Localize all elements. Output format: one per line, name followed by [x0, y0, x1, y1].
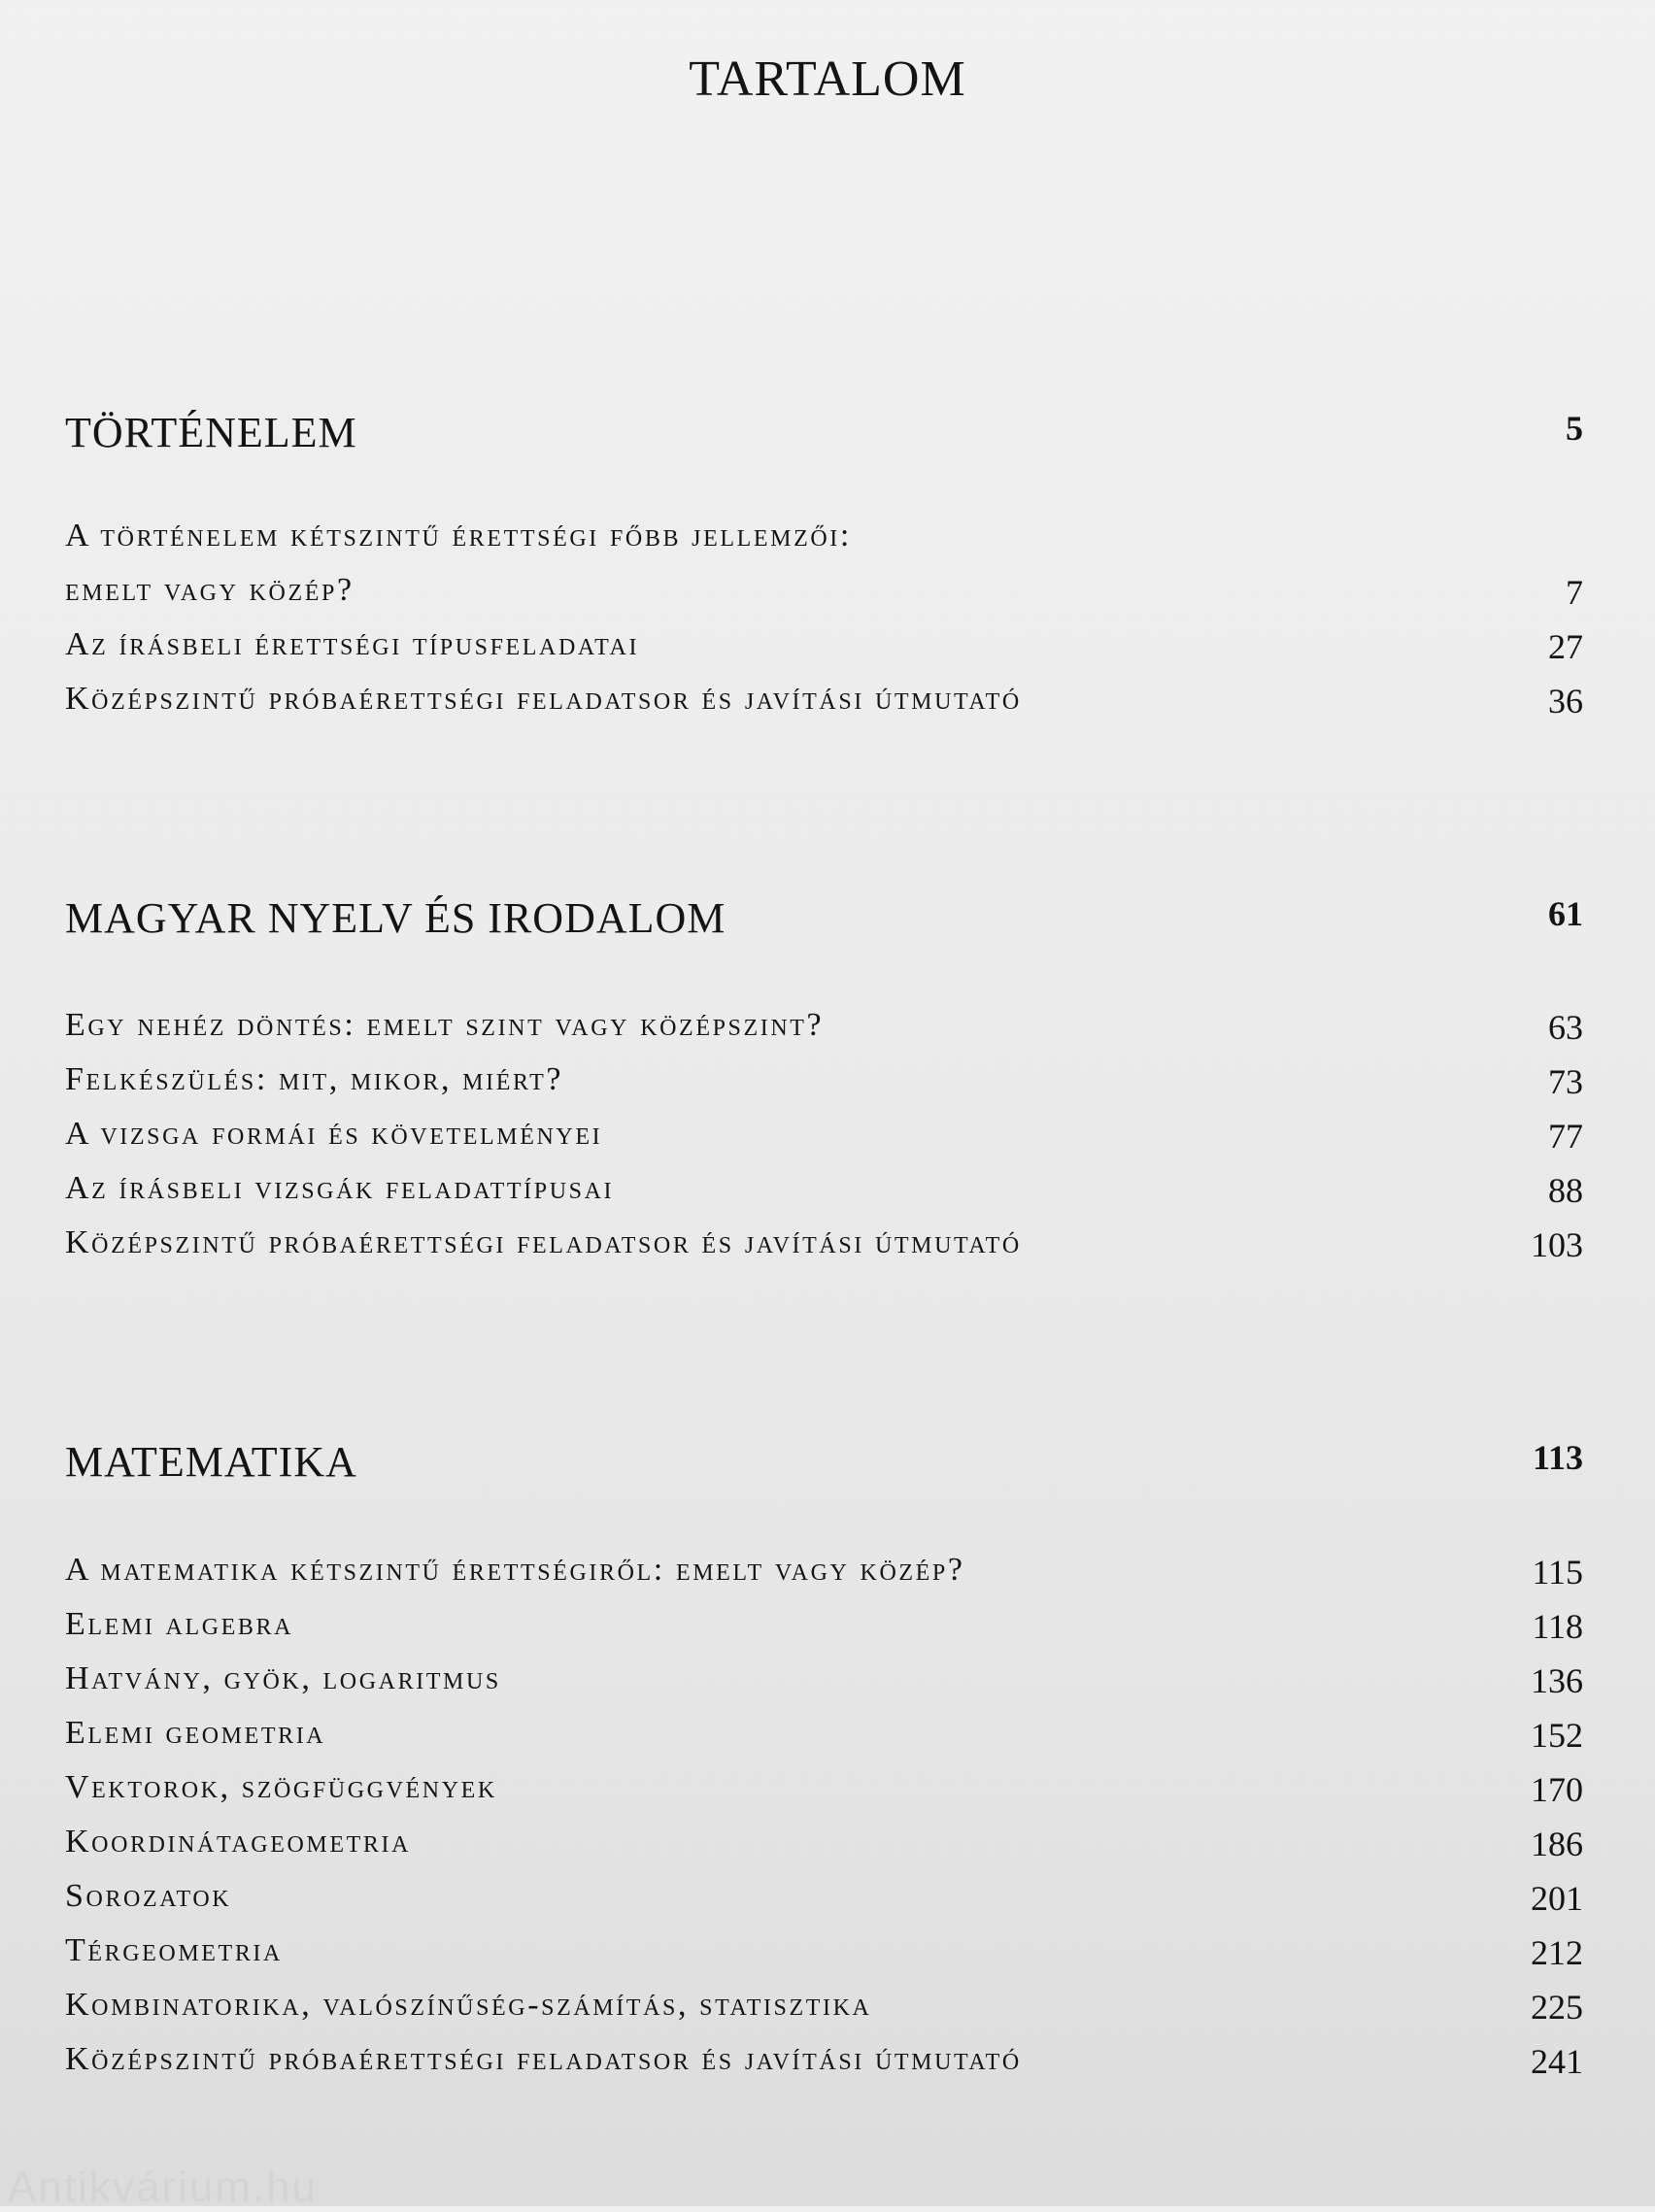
toc-entry-page: 103: [1531, 1225, 1583, 1264]
toc-entry: [0, 1061, 1655, 1116]
toc-entry-label: Az írásbeli érettségi típusfeladatai: [65, 626, 640, 662]
toc-entry: [0, 1606, 1655, 1660]
toc-entry: [0, 2041, 1655, 2095]
toc-entry-page: 152: [1531, 1716, 1583, 1755]
toc-entry-page: 77: [1548, 1117, 1583, 1156]
toc-entry-page: 36: [1548, 682, 1583, 721]
toc-entry-page: 73: [1548, 1062, 1583, 1101]
toc-entry-label: Hatvány, gyök, logaritmus: [65, 1660, 501, 1696]
toc-entry: [0, 1715, 1655, 1769]
toc-entry-label: A történelem kétszintű érettségi főbb jellemzői:: [65, 518, 852, 553]
toc-entry-page: 118: [1532, 1607, 1583, 1646]
toc-entry-label: Térgeometria: [65, 1932, 283, 1968]
toc-entry: [0, 1007, 1655, 1061]
toc-entry-label: Felkészülés: mit, mikor, miért?: [65, 1061, 564, 1097]
section-heading-row: [0, 1437, 1655, 1491]
toc-entry: [0, 1552, 1655, 1606]
toc-entry-label: Kombinatorika, valószínűség-számítás, statisztika: [65, 1987, 872, 2023]
section-heading: MAGYAR NYELV ÉS IRODALOM: [65, 894, 726, 942]
toc-entry: [0, 518, 1655, 572]
toc-entry-label: Középszintű próbaérettségi feladatsor és javítási útmutató: [65, 2041, 1022, 2077]
toc-entry-page: 63: [1548, 1008, 1583, 1047]
section-heading-row: [0, 408, 1655, 462]
toc-entry: [0, 1660, 1655, 1715]
toc-entry: [0, 681, 1655, 735]
toc-entry-label: emelt vagy közép?: [65, 572, 355, 608]
toc-entry-label: Vektorok, szögfüggvények: [65, 1769, 497, 1805]
toc-entry-label: Sorozatok: [65, 1878, 232, 1914]
section-page-number: 113: [1532, 1438, 1583, 1477]
toc-entry-page: 186: [1531, 1825, 1583, 1863]
toc-entry-page: 88: [1548, 1171, 1583, 1210]
section-heading-row: [0, 893, 1655, 948]
watermark: Antikvárium.hu: [8, 2163, 319, 2211]
page-title: TARTALOM: [689, 51, 966, 107]
toc-entry-page: 27: [1548, 627, 1583, 666]
toc-entry-label: Az írásbeli vizsgák feladattípusai: [65, 1170, 615, 1206]
toc-entry-label: Egy nehéz döntés: emelt szint vagy középszint?: [65, 1007, 825, 1043]
toc-entry: [0, 1932, 1655, 1987]
toc-entry: [0, 1878, 1655, 1932]
toc-entry-page: 201: [1531, 1879, 1583, 1918]
toc-entry-page: 212: [1531, 1933, 1583, 1972]
toc-entry: [0, 1824, 1655, 1878]
toc-entry: [0, 1769, 1655, 1824]
toc-entry: [0, 572, 1655, 626]
toc-entry-label: A vizsga formái és követelményei: [65, 1116, 603, 1152]
toc-entry-label: Középszintű próbaérettségi feladatsor és javítási útmutató: [65, 681, 1022, 717]
toc-entry-label: A matematika kétszintű érettségiről: emelt vagy közép?: [65, 1552, 965, 1588]
toc-entry: [0, 1170, 1655, 1224]
toc-entry-page: 241: [1531, 2042, 1583, 2081]
section-heading: MATEMATIKA: [65, 1438, 357, 1486]
toc-entry-page: 170: [1531, 1770, 1583, 1809]
toc-entry-label: Középszintű próbaérettségi feladatsor és javítási útmutató: [65, 1224, 1022, 1260]
toc-entry-label: Elemi geometria: [65, 1715, 326, 1751]
toc-entry: [0, 1987, 1655, 2041]
toc-entry-label: Koordinátageometria: [65, 1824, 412, 1860]
toc-entry-label: Elemi algebra: [65, 1606, 294, 1642]
toc-entry: [0, 626, 1655, 681]
toc-entry: [0, 1224, 1655, 1279]
toc-entry-page: 225: [1531, 1988, 1583, 2027]
toc-entry-page: 136: [1531, 1661, 1583, 1700]
toc-entry-page: 115: [1532, 1553, 1583, 1592]
section-heading: TÖRTÉNELEM: [65, 409, 357, 456]
toc-entry-page: 7: [1566, 573, 1583, 612]
section-page-number: 5: [1566, 409, 1583, 448]
section-page-number: 61: [1548, 894, 1583, 933]
toc-entry: [0, 1116, 1655, 1170]
